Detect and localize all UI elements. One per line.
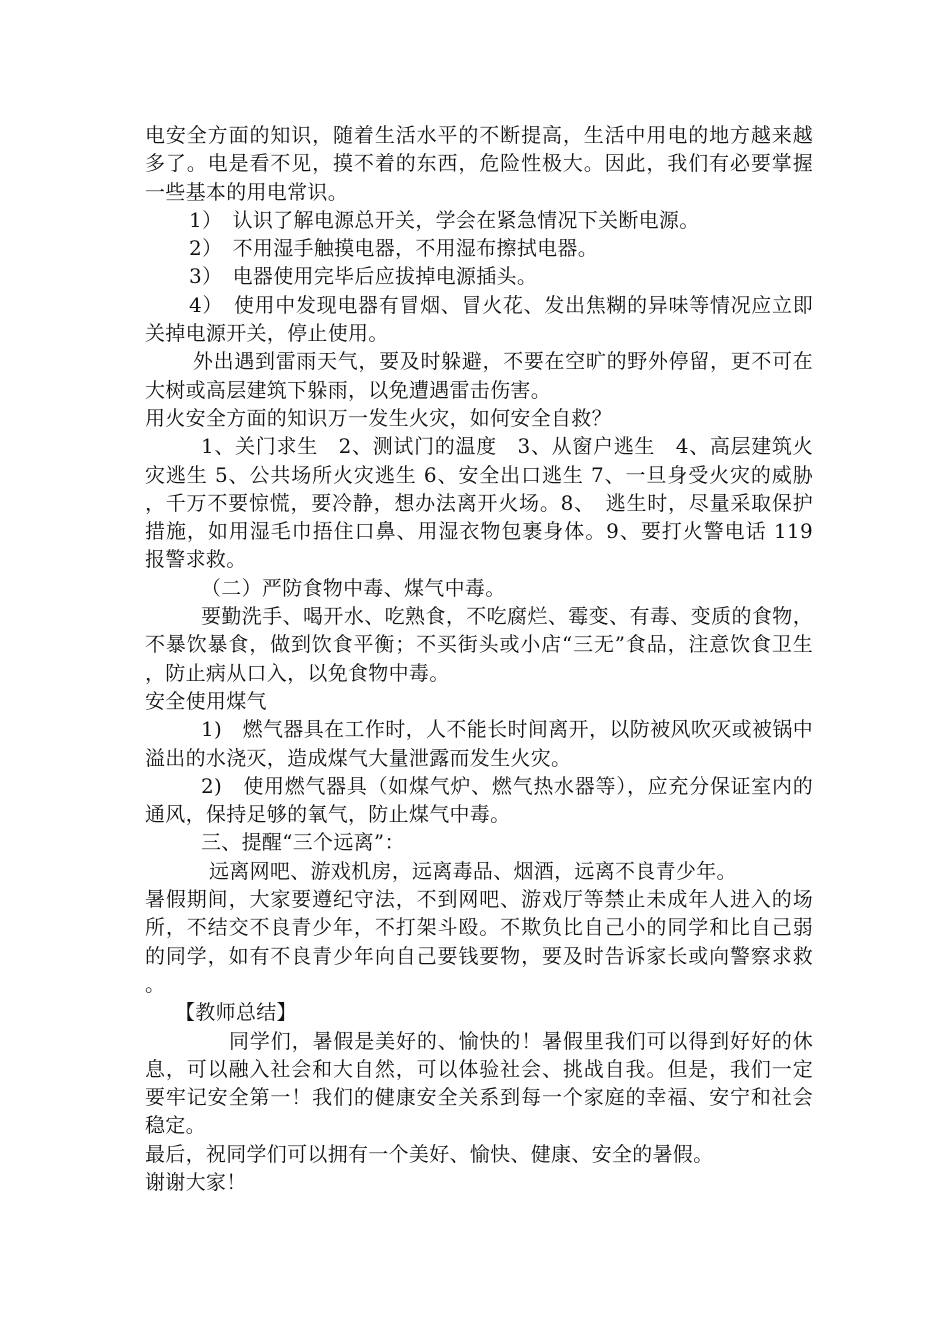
paragraph-teacher-summary: 同学们，暑假是美好的、愉快的！暑假里我们可以得到好好的休息，可以融入社会和大自然，可以体验社会、挑战自我。但是，我们一定要牢记安全第一！我们的健康安全关系到每一个家庭的幸福、安宁和社会稳定。 (145, 1028, 813, 1138)
paragraph-three-stay-away: 远离网吧、游戏机房，远离毒品、烟酒，远离不良青少年。 (209, 858, 737, 883)
paragraph-electric-tip-2: 2） 不用湿手触摸电器，不用湿布擦拭电器。 (189, 236, 599, 261)
paragraph-electric-tip-4: 4） 使用中发现电器有冒烟、冒火花、发出焦糊的异味等情况应立即关掉电源开关，停止使用。 (145, 292, 813, 346)
paragraph-three-stay-away-heading: 三、提醒“三个远离”： (201, 830, 405, 855)
paragraph-gas-tip-1: 1) 燃气器具在工作时，人不能长时间离开，以防被风吹灭或被锅中溢出的水浇灭，造成煤气大量泄露而发生火灾。 (145, 717, 813, 770)
paragraph-closing-wish: 最后，祝同学们可以拥有一个美好、愉快、健康、安全的暑假。 (145, 1141, 714, 1166)
paragraph-fire-safety-heading: 用火安全方面的知识万一发生火灾，如何安全自救？ (145, 405, 612, 430)
paragraph-poisoning-heading: （二）严防食物中毒、煤气中毒。 (201, 575, 506, 600)
paragraph-fire-escape-steps: 1、关门求生 2、测试门的温度 3、从窗户逃生 4、高层建筑火灾逃生 5、公共场所火灾逃生 6、安全出口逃生 7、一旦身受火灾的威胁，千万不要惊慌，要冷静，想办法离开火场。8、 逃生时，尽量采取保护措施，如用湿毛巾捂住口鼻、用湿衣物包裹身体。9、要打火警电话 119 报警求救。 (145, 434, 813, 572)
paragraph-food-safety: 要勤洗手、喝开水、吃熟食，不吃腐烂、霉变、有毒、变质的食物，不暴饮暴食，做到饮食平衡；不买街头或小店“三无”食品，注意饮食卫生，防止病从口入，以免食物中毒。 (145, 604, 813, 685)
document-body (145, 121, 813, 1196)
paragraph-gas-tip-2: 2) 使用燃气器具（如煤气炉、燃气热水器等），应充分保证室内的通风，保持足够的氧气，防止煤气中毒。 (145, 773, 813, 827)
paragraph-gas-safety-heading: 安全使用煤气 (145, 688, 267, 713)
paragraph-electric-tip-1: 1） 认识了解电源总开关，学会在紧急情况下关断电源。 (189, 207, 700, 232)
paragraph-thanks: 谢谢大家！ (145, 1169, 247, 1194)
paragraph-summer-conduct: 暑假期间，大家要遵纪守法，不到网吧、游戏厅等禁止未成年人进入的场所，不结交不良青少年，不打架斗殴。不欺负比自己小的同学和比自己弱的同学，如有不良青少年向自己要钱要物，要及时告诉家长或向警察求救。 (145, 887, 813, 996)
paragraph-electric-safety-intro: 电安全方面的知识，随着生活水平的不断提高，生活中用电的地方越来越多了。电是看不见，摸不着的东西，危险性极大。因此，我们有必要掌握一些基本的用电常识。 (145, 123, 813, 204)
paragraph-electric-tip-3: 3） 电器使用完毕后应拔掉电源插头。 (189, 264, 538, 289)
paragraph-thunderstorm: 外出遇到雷雨天气，要及时躲避，不要在空旷的野外停留，更不可在大树或高层建筑下躲雨，以免遭遇雷击伤害。 (145, 349, 813, 402)
paragraph-teacher-summary-heading: 【教师总结】 (175, 1000, 297, 1025)
